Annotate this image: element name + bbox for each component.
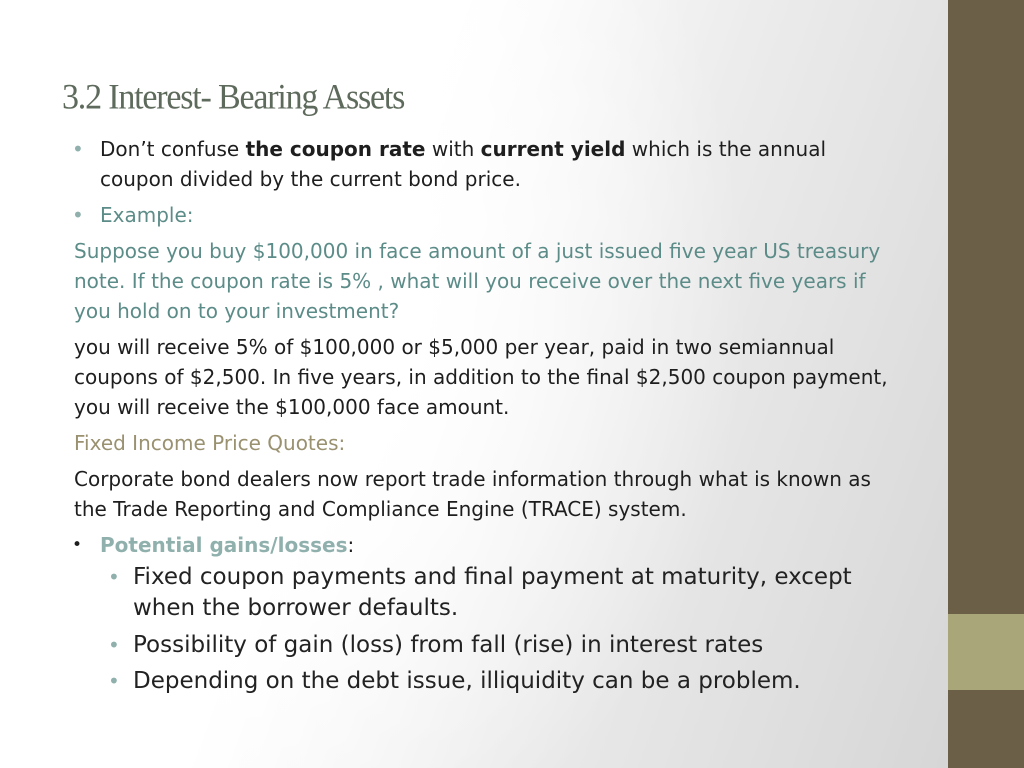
bullet-dot-icon: • bbox=[72, 535, 83, 555]
bullet-dot-icon: • bbox=[108, 565, 120, 589]
quotes-heading: Fixed Income Price Quotes: bbox=[74, 431, 346, 455]
bullet1-text-c: which is the annual coupon divided by the current bond price. bbox=[100, 137, 827, 191]
example-question: Suppose you buy $100,000 in face amount of a just issued five year US treasury note. If the coupon rate is 5% , what will you receive over the next five years if you hold on to your investment? bbox=[74, 239, 881, 323]
bullet-dot-icon: • bbox=[108, 633, 120, 657]
bullet1-bold-current-yield: current yield bbox=[480, 137, 626, 161]
bullet1-bold-coupon-rate: the coupon rate bbox=[245, 137, 426, 161]
decorative-sidebar-accent bbox=[948, 614, 1024, 690]
bullet-dot-icon: • bbox=[108, 669, 120, 693]
sub-bullet-coupon-payments bbox=[74, 562, 894, 624]
example-answer: you will receive 5% of $100,000 or $5,000 per year, paid in two semiannual coupons of $2,500. In five years, in addition to the final $2,500 coupon payment, you will receive the $100,000 face amount. bbox=[74, 335, 888, 419]
gains-heading: Potential gains/losses bbox=[100, 533, 348, 557]
bullet-gains-losses bbox=[74, 530, 894, 560]
sub-bullet-text: Fixed coupon payments and final payment at maturity, except when the borrower defaults. bbox=[133, 564, 852, 621]
gains-colon: : bbox=[347, 533, 355, 557]
sub-bullet-illiquidity bbox=[74, 666, 894, 697]
bullet-coupon-vs-yield bbox=[74, 134, 894, 194]
sub-bullet-interest-rates bbox=[74, 630, 894, 661]
bullet-dot-icon: • bbox=[72, 137, 84, 161]
slide-title: 3.2 Interest- Bearing Assets bbox=[62, 78, 405, 117]
quotes-text: Corporate bond dealers now report trade information through what is known as the Trade Reporting and Compliance Engine (TRACE) system. bbox=[74, 467, 871, 521]
sub-bullet-text: Possibility of gain (loss) from fall (rise) in interest rates bbox=[133, 632, 764, 658]
bullet1-text-b: with bbox=[425, 137, 481, 161]
slide-body bbox=[74, 134, 894, 697]
sub-bullet-text: Depending on the debt issue, illiquidity can be a problem. bbox=[133, 668, 801, 694]
bullet-dot-icon: • bbox=[72, 203, 84, 227]
bullet1-text-a: Don’t confuse bbox=[100, 137, 246, 161]
example-label: Example: bbox=[100, 203, 194, 227]
bullet-example bbox=[74, 200, 894, 230]
